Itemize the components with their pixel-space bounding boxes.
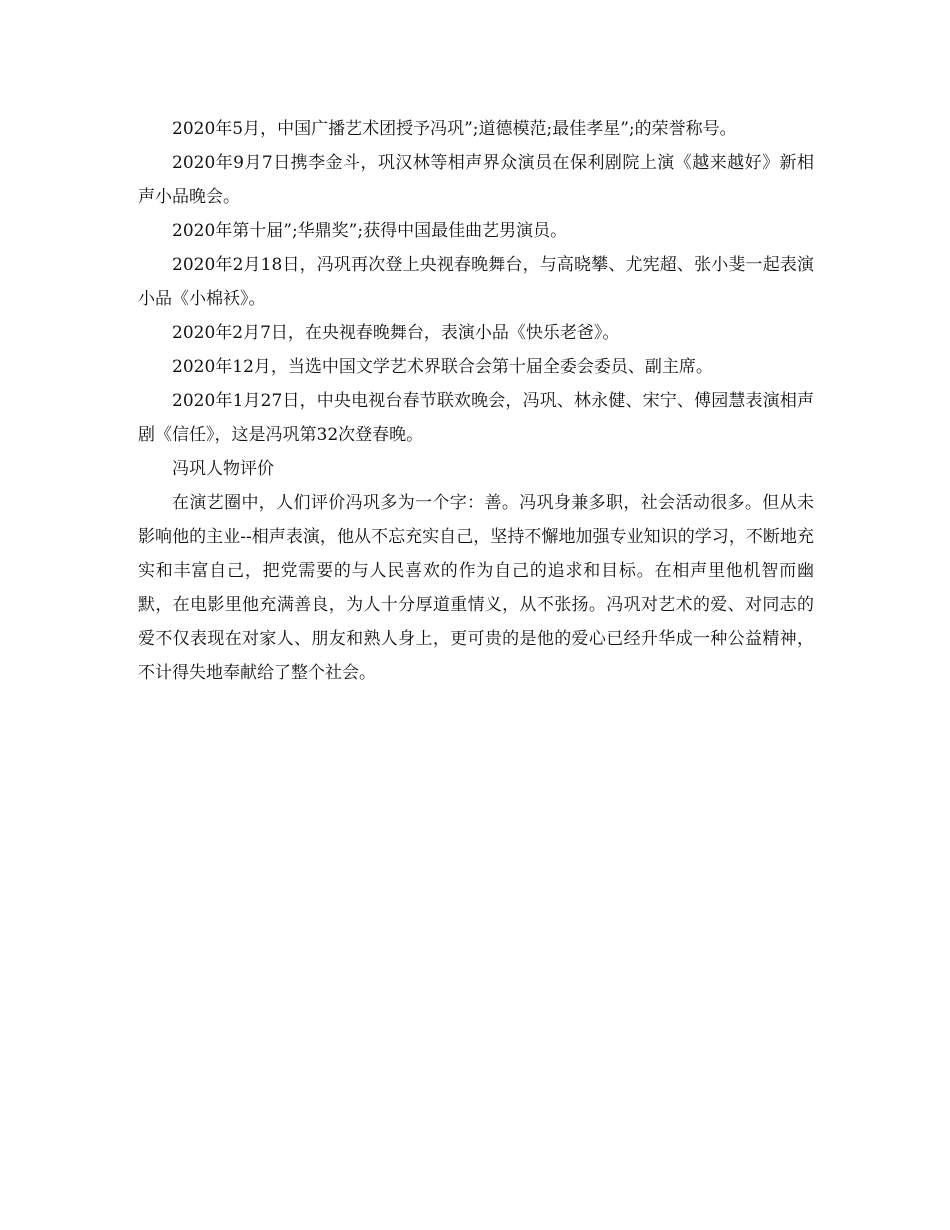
paragraph-spring-gala-feb7: 2020年2月7日，在央视春晚舞台，表演小品《快乐老爸》。 (172, 323, 620, 343)
section-heading-evaluation: 冯巩人物评价 (172, 459, 274, 479)
paragraph-federation-dec: 2020年12月，当选中国文学艺术界联合会第十届全委会委员、副主席。 (172, 357, 713, 377)
paragraph-spring-gala-jan27: 2020年1月27日，中央电视台春节联欢晚会，冯巩、林永健、宋宁、傅园慧表演相声剧《信任》，这是冯巩第32次登春晚。 (138, 391, 814, 445)
document-body (138, 112, 814, 690)
paragraph-evaluation: 在演艺圈中，人们评价冯巩多为一个字：善。冯巩身兼多职，社会活动很多。但从未影响他的主业--相声表演，他从不忘充实自己，坚持不懈地加强专业知识的学习，不断地充实和丰富自己，把党需要的与人民喜欢的作为自己的追求和目标。在相声里他机智而幽默，在电影里他充满善良，为人十分厚道重情义，从不张扬。冯巩对艺术的爱、对同志的爱不仅表现在对家人、朋友和熟人身上，更可贵的是他的爱心已经升华成一种公益精神，不计得失地奉献给了整个社会。 (138, 493, 814, 683)
paragraph-award-2020-may: 2020年5月，中国广播艺术团授予冯巩”;道德模范;最佳孝星”;的荣誉称号。 (172, 119, 737, 139)
paragraph-gala-2020-sep: 2020年9月7日携李金斗，巩汉林等相声界众演员在保利剧院上演《越来越好》新相声小品晚会。 (138, 153, 814, 207)
paragraph-huading-award: 2020年第十届”;华鼎奖”;获得中国最佳曲艺男演员。 (172, 221, 568, 241)
paragraph-spring-gala-feb18: 2020年2月18日，冯巩再次登上央视春晚舞台，与高晓攀、尤宪超、张小斐一起表演小品《小棉袄》。 (138, 255, 814, 309)
